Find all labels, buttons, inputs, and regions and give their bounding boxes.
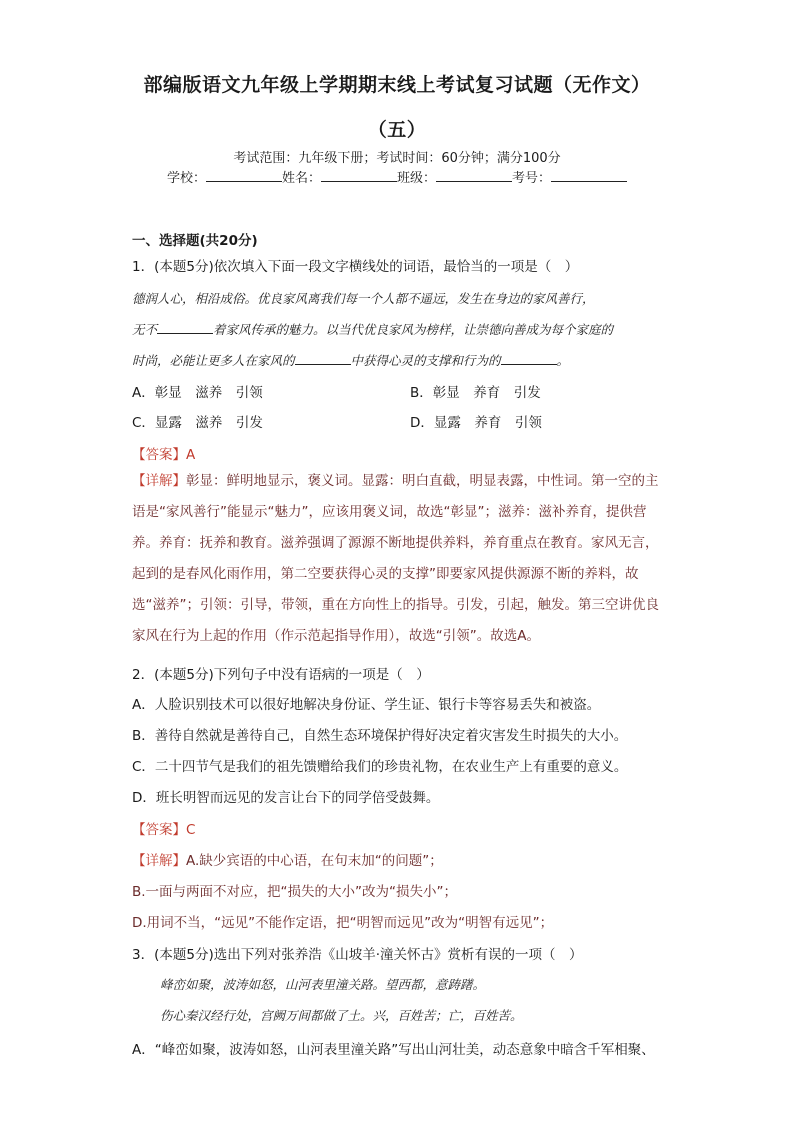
q2-answer (132, 818, 195, 838)
q1-answer (132, 443, 195, 463)
q2-detail-b: B.一面与两面不对应，把“损失的大小”改为“损失小”； (132, 884, 458, 900)
q1-passage-l3c: 。 (556, 353, 570, 368)
q2-option-a[interactable]: A．人脸识别技术可以很好地解决身份证、学生证、银行卡等容易丢失和被盗。 (132, 697, 601, 713)
class-blank[interactable] (436, 169, 512, 182)
q2-option-b[interactable]: B．善待自然就是善待自己，自然生态环境保护得好决定着灾害发生时损失的大小。 (132, 728, 628, 744)
q1-stem: 1．(本题5分)依次填入下面一段文字横线处的词语，最恰当的一项是（ ） (132, 259, 579, 275)
q1-answer-label: 【答案】 (132, 447, 186, 463)
q2-stem: 2．(本题5分)下列句子中没有语病的一项是（ ） (132, 667, 430, 683)
q1-passage-l2b: 着家风传承的魅力。以当代优良家风为榜样，让崇德向善成为每个家庭的 (213, 322, 614, 337)
section-heading: 一、选择题(共20分) (132, 233, 258, 249)
q3-poem-line2: 伤心秦汉经行处，宫阙万间都做了土。兴，百姓苦；亡，百姓苦。 (160, 1008, 523, 1023)
name-blank[interactable] (321, 169, 397, 182)
page-subtitle: （五） (367, 119, 427, 141)
q3-stem: 3．(本题5分)选出下列对张养浩《山坡羊·潼关怀古》赏析有误的一项（ ） (132, 947, 583, 963)
q3-poem-line1: 峰峦如聚，波涛如怒，山河表里潼关路。望西都，意踌躇。 (160, 977, 486, 992)
student-fields (0, 167, 794, 186)
q3-option-a[interactable]: A．“峰峦如聚，波涛如怒，山河表里潼关路”写出山河壮美，动态意象中暗含千军相聚、 (132, 1042, 655, 1058)
q1-detail-label: 【详解】 (132, 473, 186, 489)
q2-option-c[interactable]: C．二十四节气是我们的祖先馈赠给我们的珍贵礼物，在农业生产上有重要的意义。 (132, 759, 628, 775)
class-label: 班级： (397, 171, 437, 186)
q1-passage-line3 (132, 351, 662, 369)
q1-option-a[interactable]: A．彰显 滋养 引领 (132, 385, 263, 401)
exam-no-blank[interactable] (551, 169, 627, 182)
q2-detail-d: D.用词不当，“远见”不能作定语，把“明智而远见”改为“明智有远见”； (132, 915, 554, 931)
q1-passage-l3a: 时尚，必能让更多人在家风的 (132, 353, 295, 368)
q1-passage-l2a: 无不 (132, 322, 158, 337)
school-blank[interactable] (206, 169, 282, 182)
q1-option-c[interactable]: C．显露 滋养 引发 (132, 415, 263, 431)
q1-passage-l3b: 中获得心灵的支撑和行为的 (350, 353, 501, 368)
q2-answer-value: C (186, 822, 196, 838)
exam-no-label: 考号： (512, 171, 552, 186)
q2-option-d[interactable]: D．班长明智而远见的发言让台下的同学倍受鼓舞。 (132, 790, 440, 806)
name-label: 姓名： (281, 171, 321, 186)
q1-blank-1 (157, 322, 213, 334)
exam-info: 考试范围：九年级下册；考试时间：60分钟；满分100分 (233, 151, 561, 166)
q1-passage-line1: 德润人心，相沿成俗。优良家风离我们每一个人都不遥远，发生在身边的家风善行， (132, 291, 595, 306)
q1-detail (132, 466, 664, 652)
q2-detail-a-text: A.缺少宾语的中心语，在句末加“的问题”； (186, 853, 443, 869)
q1-detail-text: 彰显：鲜明地显示，褒义词。显露：明白直截，明显表露，中性词。第一空的主语是“家风善行”能显示“魅力”，应该用褒义词，故选“彰显”；滋养：滋补养育，提供营养。养育：抚养和教育。滋养强调了源源不断地提供养料，养育重点在教育。家风无言，起到的是春风化雨作用，第二空要获得心灵的支撑”即要家风提供源源不断的养料，故选“滋养”；引领：引导，带领，重在方向性上的指导。引发，引起，触发。第三空讲优良家风在行为上起的作用（作示范起指导作用），故选“引领”。故选A。 (132, 473, 659, 644)
q2-detail-a (132, 849, 443, 869)
q1-option-b[interactable]: B．彰显 养育 引发 (410, 385, 541, 401)
q1-option-d[interactable]: D．显露 养育 引领 (410, 415, 542, 431)
q1-blank-3 (501, 353, 557, 365)
q2-answer-label: 【答案】 (132, 822, 186, 838)
q2-detail-label: 【详解】 (132, 853, 186, 869)
school-label: 学校： (166, 171, 206, 186)
q1-passage-line2 (132, 320, 662, 338)
q1-answer-value: A (186, 447, 196, 463)
page-title: 部编版语文九年级上学期期末线上考试复习试题（无作文） (143, 74, 651, 96)
q1-blank-2 (295, 353, 351, 365)
